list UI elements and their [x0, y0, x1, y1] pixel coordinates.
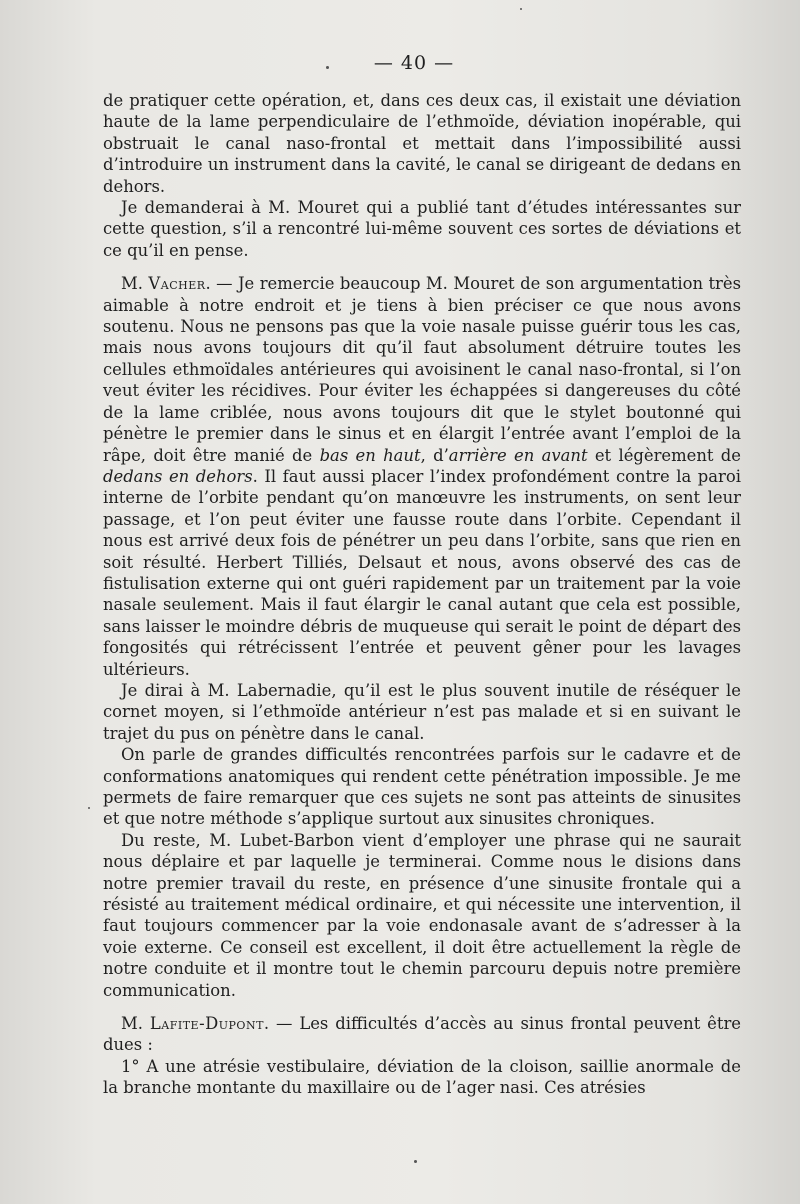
- text-run: de pratiquer cette opération, et, dans ces deux cas, il existait une déviation haute de la lame perpendiculaire de l’ethmoïde, déviation inopérable, qui obstruait le canal naso-frontal et mettait dans l’impossibilité aussi d’introduire un instrument dans la cavité, le canal se dirigeant de dedans en dehors.: [103, 91, 741, 196]
- paragraph: [103, 1056, 741, 1099]
- paragraph: [103, 830, 741, 1001]
- paragraph: [103, 744, 741, 830]
- text-run: Du reste, M. Lubet-Barbon vient d’employer une phrase qui ne saurait nous déplaire et par laquelle je terminerai. Comme nous le disions dans notre premier travail du reste, en présence d’une sinusite frontale qui a résisté au traitement médical ordinaire, et qui nécessite une intervention, il faut toujours commencer par la voie endonasale avant de s’adresser à la voie externe. Ce conseil est excellent, il doit être actuellement la règle de notre conduite et il montre tout le chemin parcouru depuis notre première communication.: [103, 830, 741, 1000]
- speaker-name: Lafite-Dupont: [149, 1014, 264, 1034]
- text-run: M.: [121, 274, 149, 294]
- paragraph: [103, 1013, 741, 1056]
- italic-phrase: dedans en dehors: [103, 466, 253, 486]
- paragraph: [103, 680, 741, 744]
- scan-speck: [520, 8, 522, 10]
- text-run: Je demanderai à M. Mouret qui a publié tant d’études intéressantes sur cette question, s’il a rencontré lui-même souvent ces sortes de déviations et ce qu’il en pense.: [103, 198, 741, 260]
- paragraph: [103, 273, 741, 680]
- page-number: — 40 —: [373, 52, 455, 74]
- speaker-name: Vacher: [148, 274, 206, 294]
- text-run: , d’: [420, 445, 449, 465]
- body-text: [103, 90, 741, 1099]
- italic-phrase: arrière en avant: [448, 445, 588, 465]
- paragraph: [103, 197, 741, 261]
- text-run: 1° A une atrésie vestibulaire, déviation de la cloison, saillie anormale de la branche montante du maxillaire ou de l’ager nasi. Ces atrésies: [103, 1056, 741, 1098]
- scan-speck: [414, 1160, 417, 1163]
- italic-phrase: bas en haut: [319, 445, 421, 465]
- scan-speck: [326, 66, 329, 69]
- text-run: . — Je remercie beaucoup M. Mouret de son argumentation très aimable à notre endroit et je tiens à bien préciser ce que nous avons soutenu. Nous ne pensons pas que la voie nasale puisse guérir tous les cas, mais nous avons toujours dit qu’il faut absolument détruire toutes les cellules ethmoïdales antérieures qui avoisinent le canal naso-frontal, si l’on veut éviter les récidives. Pour éviter les échappées si dangereuses du côté de la lame criblée, nous avons toujours dit que le stylet boutonné qui pénètre le premier dans le sinus et en élargit l’entrée avant l’emploi de la râpe, doit être manié de: [103, 274, 741, 465]
- text-run: Je dirai à M. Labernadie, qu’il est le plus souvent inutile de réséquer le cornet moyen, si l’ethmoïde antérieur n’est pas malade et si en suivant le trajet du pus on pénètre dans le canal.: [103, 680, 741, 743]
- text-run: et légèrement de: [587, 445, 741, 465]
- text-run: M.: [121, 1014, 150, 1034]
- paragraph: [103, 90, 741, 197]
- scan-speck: [88, 807, 90, 809]
- text-run: . Il faut aussi placer l’index profondément contre la paroi interne de l’orbite pendant qu’on manœuvre les instruments, on sent leur passage, et l’on peut éviter une fausse route dans l’orbite. Cependant il nous est arrivé deux fois de pénétrer un peu dans l’orbite, sans que rien en soit résulté. Herbert Tilliés, Delsaut et nous, avons observé des cas de fistulisation externe qui ont guéri rapidement par un traitement par la voie nasale seulement. Mais il faut élargir le canal autant que cela est possible, sans laisser le moindre débris de muqueuse qui serait le point de départ des fongosités qui rétrécissent l’entrée et peuvent gêner pour les lavages ultérieurs.: [103, 466, 741, 679]
- text-run: . — Les difficultés d’accès au sinus frontal peuvent être dues :: [103, 1014, 742, 1055]
- text-run: On parle de grandes difficultés rencontrées parfois sur le cadavre et de conformations anatomiques qui rendent cette pénétration impossible. Je me permets de faire remarquer que ces sujets ne sont pas atteints de sinusites et que notre méthode s’applique surtout aux sinusites chroniques.: [103, 745, 741, 829]
